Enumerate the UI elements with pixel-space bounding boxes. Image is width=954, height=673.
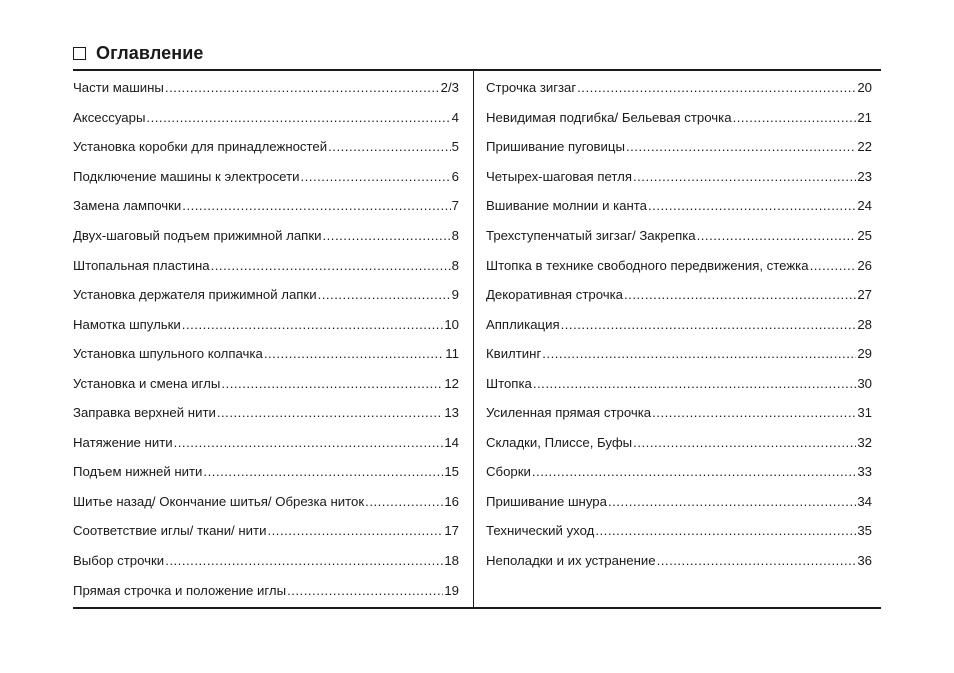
dot-leader (287, 583, 443, 598)
toc-entry-page-number: 16 (444, 493, 459, 509)
toc-entry-label: Вшивание молнии и канта (486, 198, 647, 214)
toc-entry-label: Шитье назад/ Окончание шитья/ Обрезка ниток (73, 493, 365, 509)
toc-entry-page-number: 4 (451, 109, 459, 125)
toc-entry-label: Натяжение нити (73, 434, 173, 450)
toc-entry-label: Трехступенчатый зигзаг/ Закрепка (486, 228, 696, 243)
toc-entry-page-number: 28 (857, 316, 872, 332)
toc-entry[interactable] (73, 309, 459, 339)
toc-entry-page-number: 23 (857, 168, 872, 184)
toc-entry[interactable] (486, 339, 872, 369)
toc-entry-page-number: 15 (444, 464, 459, 480)
toc-entry-label: Декоративная строчка (486, 287, 624, 303)
dot-leader (533, 376, 856, 391)
toc-entry-page-number: 31 (857, 405, 872, 421)
toc-header (73, 42, 203, 64)
toc-entry-page-number: 17 (444, 523, 459, 539)
dot-leader (221, 376, 443, 391)
toc-entry[interactable] (486, 368, 872, 398)
toc-entry[interactable] (73, 103, 459, 133)
toc-entry-page-number: 19 (444, 582, 459, 598)
dot-leader (174, 435, 444, 450)
toc-entry-page-number: 10 (444, 316, 459, 332)
dot-leader (365, 494, 443, 509)
toc-entry[interactable] (486, 280, 872, 310)
toc-entry-label: Пришивание шнура (486, 493, 607, 509)
dot-leader (318, 287, 451, 302)
toc-entry-page-number: 18 (444, 553, 459, 569)
page-title: Оглавление (96, 42, 204, 63)
toc-entry[interactable] (73, 546, 459, 576)
dot-leader (328, 139, 451, 154)
toc-entry-page-number: 34 (857, 493, 872, 509)
dot-leader (633, 435, 856, 450)
toc-entry[interactable] (73, 339, 459, 369)
dot-leader (810, 258, 857, 273)
toc-entry-label: Установка шпульного колпачка (73, 346, 263, 362)
toc-entry[interactable] (486, 73, 872, 103)
dot-leader (626, 139, 856, 154)
top-divider (73, 69, 881, 71)
toc-entry-label: Замена лампочки (73, 198, 182, 214)
dot-leader (182, 198, 450, 213)
toc-entry-page-number: 29 (857, 346, 872, 362)
dot-leader (203, 464, 443, 479)
toc-entry[interactable] (486, 309, 872, 339)
toc-entry-label: Неполадки и их устранение (486, 553, 656, 569)
dot-leader (608, 494, 856, 509)
toc-entry[interactable] (73, 221, 459, 251)
dot-leader (577, 80, 856, 95)
dot-leader (322, 228, 450, 243)
dot-leader (561, 317, 857, 332)
toc-entry-label: Подъем нижней нити (73, 464, 203, 480)
toc-entry-label: Штопка в технике свободного передвижения, стежка (486, 257, 809, 273)
toc-entry[interactable] (73, 250, 459, 280)
dot-leader (165, 80, 440, 95)
toc-entry-page-number: 20 (857, 80, 872, 96)
toc-entry[interactable] (73, 516, 459, 546)
toc-entry[interactable] (486, 546, 872, 576)
toc-entry-label: Двух-шаговый подъем прижимной лапки (73, 228, 322, 243)
toc-entry-label: Установка и смена иглы (73, 375, 221, 391)
toc-entry[interactable] (486, 487, 872, 517)
toc-entry-page-number: 12 (444, 375, 459, 391)
toc-entry[interactable] (73, 191, 459, 221)
dot-leader (652, 405, 856, 420)
dot-leader (217, 405, 443, 420)
toc-entry-label: Технический уход (486, 523, 595, 539)
dot-leader (733, 110, 857, 125)
toc-entry[interactable] (486, 457, 872, 487)
toc-entry-label: Заправка верхней нити (73, 405, 216, 421)
toc-right-column (486, 73, 872, 575)
dot-leader (633, 169, 856, 184)
toc-entry-page-number: 6 (451, 168, 459, 184)
toc-entry-label: Выбор строчки (73, 553, 165, 569)
toc-entry[interactable] (486, 428, 872, 458)
toc-entry-label: Намотка шпульки (73, 316, 181, 332)
toc-entry[interactable] (73, 162, 459, 192)
dot-leader (697, 228, 857, 243)
toc-entry-page-number: 27 (857, 287, 872, 303)
toc-entry-label: Аппликация (486, 316, 560, 332)
checkbox-icon (73, 47, 86, 60)
dot-leader (595, 523, 856, 538)
toc-entry-label: Складки, Плиссе, Буфы (486, 434, 633, 450)
toc-entry-label: Невидимая подгибка/ Бельевая строчка (486, 109, 732, 125)
toc-entry-page-number: 14 (444, 434, 459, 450)
toc-entry[interactable] (486, 516, 872, 546)
toc-entry[interactable] (486, 162, 872, 192)
toc-entry-page-number: 24 (857, 198, 872, 214)
dot-leader (532, 464, 856, 479)
toc-entry[interactable] (73, 368, 459, 398)
toc-entry-page-number: 35 (857, 523, 872, 539)
toc-entry[interactable] (73, 428, 459, 458)
column-divider (473, 71, 474, 608)
toc-entry[interactable] (73, 398, 459, 428)
dot-leader (264, 346, 444, 361)
toc-entry-page-number: 22 (857, 139, 872, 155)
dot-leader (300, 169, 450, 184)
toc-entry-label: Пришивание пуговицы (486, 139, 625, 155)
toc-entry-label: Квилтинг (486, 346, 542, 362)
toc-entry[interactable] (486, 132, 872, 162)
toc-entry-label: Штопальная пластина (73, 257, 210, 273)
dot-leader (146, 110, 450, 125)
toc-entry[interactable] (486, 221, 872, 251)
toc-entry-label: Подключение машины к электросети (73, 168, 300, 184)
toc-entry[interactable] (73, 132, 459, 162)
dot-leader (182, 317, 444, 332)
toc-entry-page-number: 8 (451, 228, 459, 243)
toc-entry-label: Части машины (73, 80, 164, 96)
toc-entry-page-number: 30 (857, 375, 872, 391)
dot-leader (267, 523, 443, 538)
toc-entry[interactable] (73, 73, 459, 103)
dot-leader (542, 346, 856, 361)
toc-left-column (73, 73, 459, 605)
toc-entry[interactable] (73, 575, 459, 605)
toc-entry-page-number: 9 (451, 287, 459, 303)
toc-entry-label: Аксессуары (73, 109, 146, 125)
toc-entry-label: Четырех-шаговая петля (486, 168, 632, 184)
toc-entry-page-number: 26 (857, 257, 872, 273)
toc-entry[interactable] (486, 250, 872, 280)
toc-entry[interactable] (73, 457, 459, 487)
dot-leader (211, 258, 451, 273)
toc-entry-page-number: 21 (857, 109, 872, 125)
toc-entry-page-number: 13 (444, 405, 459, 421)
toc-entry-page-number: 2/3 (440, 80, 459, 96)
toc-entry[interactable] (486, 103, 872, 133)
dot-leader (648, 198, 856, 213)
bottom-divider (73, 607, 881, 609)
dot-leader (165, 553, 443, 568)
toc-entry-page-number: 36 (857, 553, 872, 569)
toc-entry-page-number: 5 (451, 139, 459, 155)
toc-entry-page-number: 7 (451, 198, 459, 214)
toc-entry-page-number: 25 (857, 228, 872, 243)
toc-entry-page-number: 8 (451, 257, 459, 273)
toc-entry-label: Строчка зигзаг (486, 80, 577, 96)
toc-entry-label: Усиленная прямая строчка (486, 405, 652, 421)
toc-entry[interactable] (73, 280, 459, 310)
toc-entry-label: Штопка (486, 375, 532, 391)
toc-entry[interactable] (73, 487, 459, 517)
toc-entry[interactable] (486, 191, 872, 221)
dot-leader (624, 287, 856, 302)
toc-entry-page-number: 33 (857, 464, 872, 480)
toc-entry-page-number: 11 (445, 346, 459, 362)
toc-entry-label: Сборки (486, 464, 531, 480)
toc-entry-label: Прямая строчка и положение иглы (73, 582, 287, 598)
toc-entry-label: Соответствие иглы/ ткани/ нити (73, 523, 267, 539)
dot-leader (657, 553, 857, 568)
toc-entry-label: Установка держателя прижимной лапки (73, 287, 317, 303)
toc-entry-page-number: 32 (857, 434, 872, 450)
toc-entry-label: Установка коробки для принадлежностей (73, 139, 328, 155)
toc-entry[interactable] (486, 398, 872, 428)
